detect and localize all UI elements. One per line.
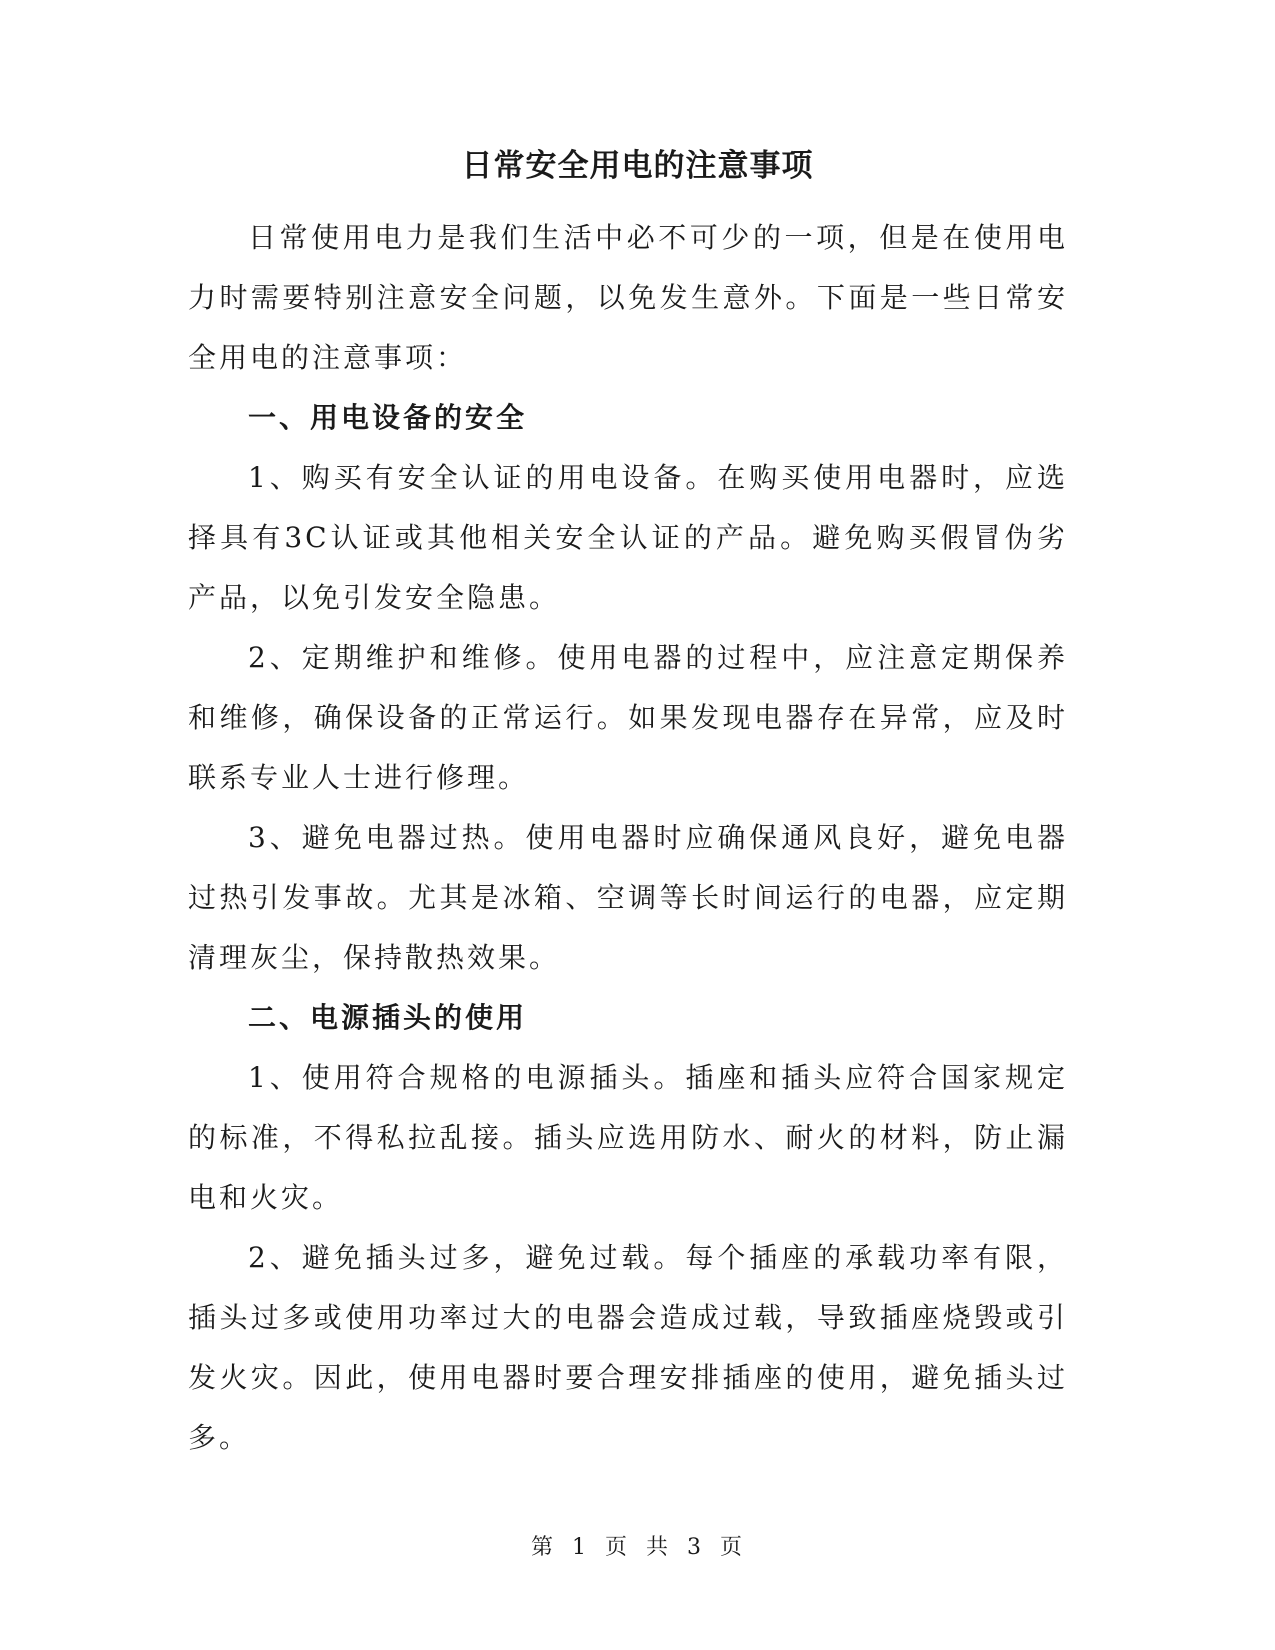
page-number-footer: 第 1 页 共 3 页	[531, 1535, 744, 1560]
document-body	[188, 208, 1068, 1468]
section-heading-1: 一、用电设备的安全	[248, 401, 528, 434]
section1-item3-paragraph: 3、避免电器过热。使用电器时应确保通风良好，避免电器过热引发事故。尤其是冰箱、空调等长时间运行的电器，应定期清理灰尘，保持散热效果。	[188, 821, 1068, 974]
section1-item1-paragraph: 1、购买有安全认证的用电设备。在购买使用电器时，应选择具有3C认证或其他相关安全认证的产品。避免购买假冒伪劣产品，以免引发安全隐患。	[188, 461, 1068, 614]
document-title: 日常安全用电的注意事项	[461, 148, 814, 184]
section1-item2-paragraph: 2、定期维护和维修。使用电器的过程中，应注意定期保养和维修，确保设备的正常运行。如果发现电器存在异常，应及时联系专业人士进行修理。	[188, 641, 1068, 794]
intro-paragraph: 日常使用电力是我们生活中必不可少的一项，但是在使用电力时需要特别注意安全问题，以免发生意外。下面是一些日常安全用电的注意事项：	[188, 221, 1068, 374]
section2-item1-paragraph: 1、使用符合规格的电源插头。插座和插头应符合国家规定的标准，不得私拉乱接。插头应选用防水、耐火的材料，防止漏电和火灾。	[188, 1061, 1068, 1214]
section-heading-2: 二、电源插头的使用	[248, 1001, 528, 1034]
section2-item2-paragraph: 2、避免插头过多，避免过载。每个插座的承载功率有限，插头过多或使用功率过大的电器会造成过载，导致插座烧毁或引发火灾。因此，使用电器时要合理安排插座的使用，避免插头过多。	[188, 1241, 1068, 1454]
